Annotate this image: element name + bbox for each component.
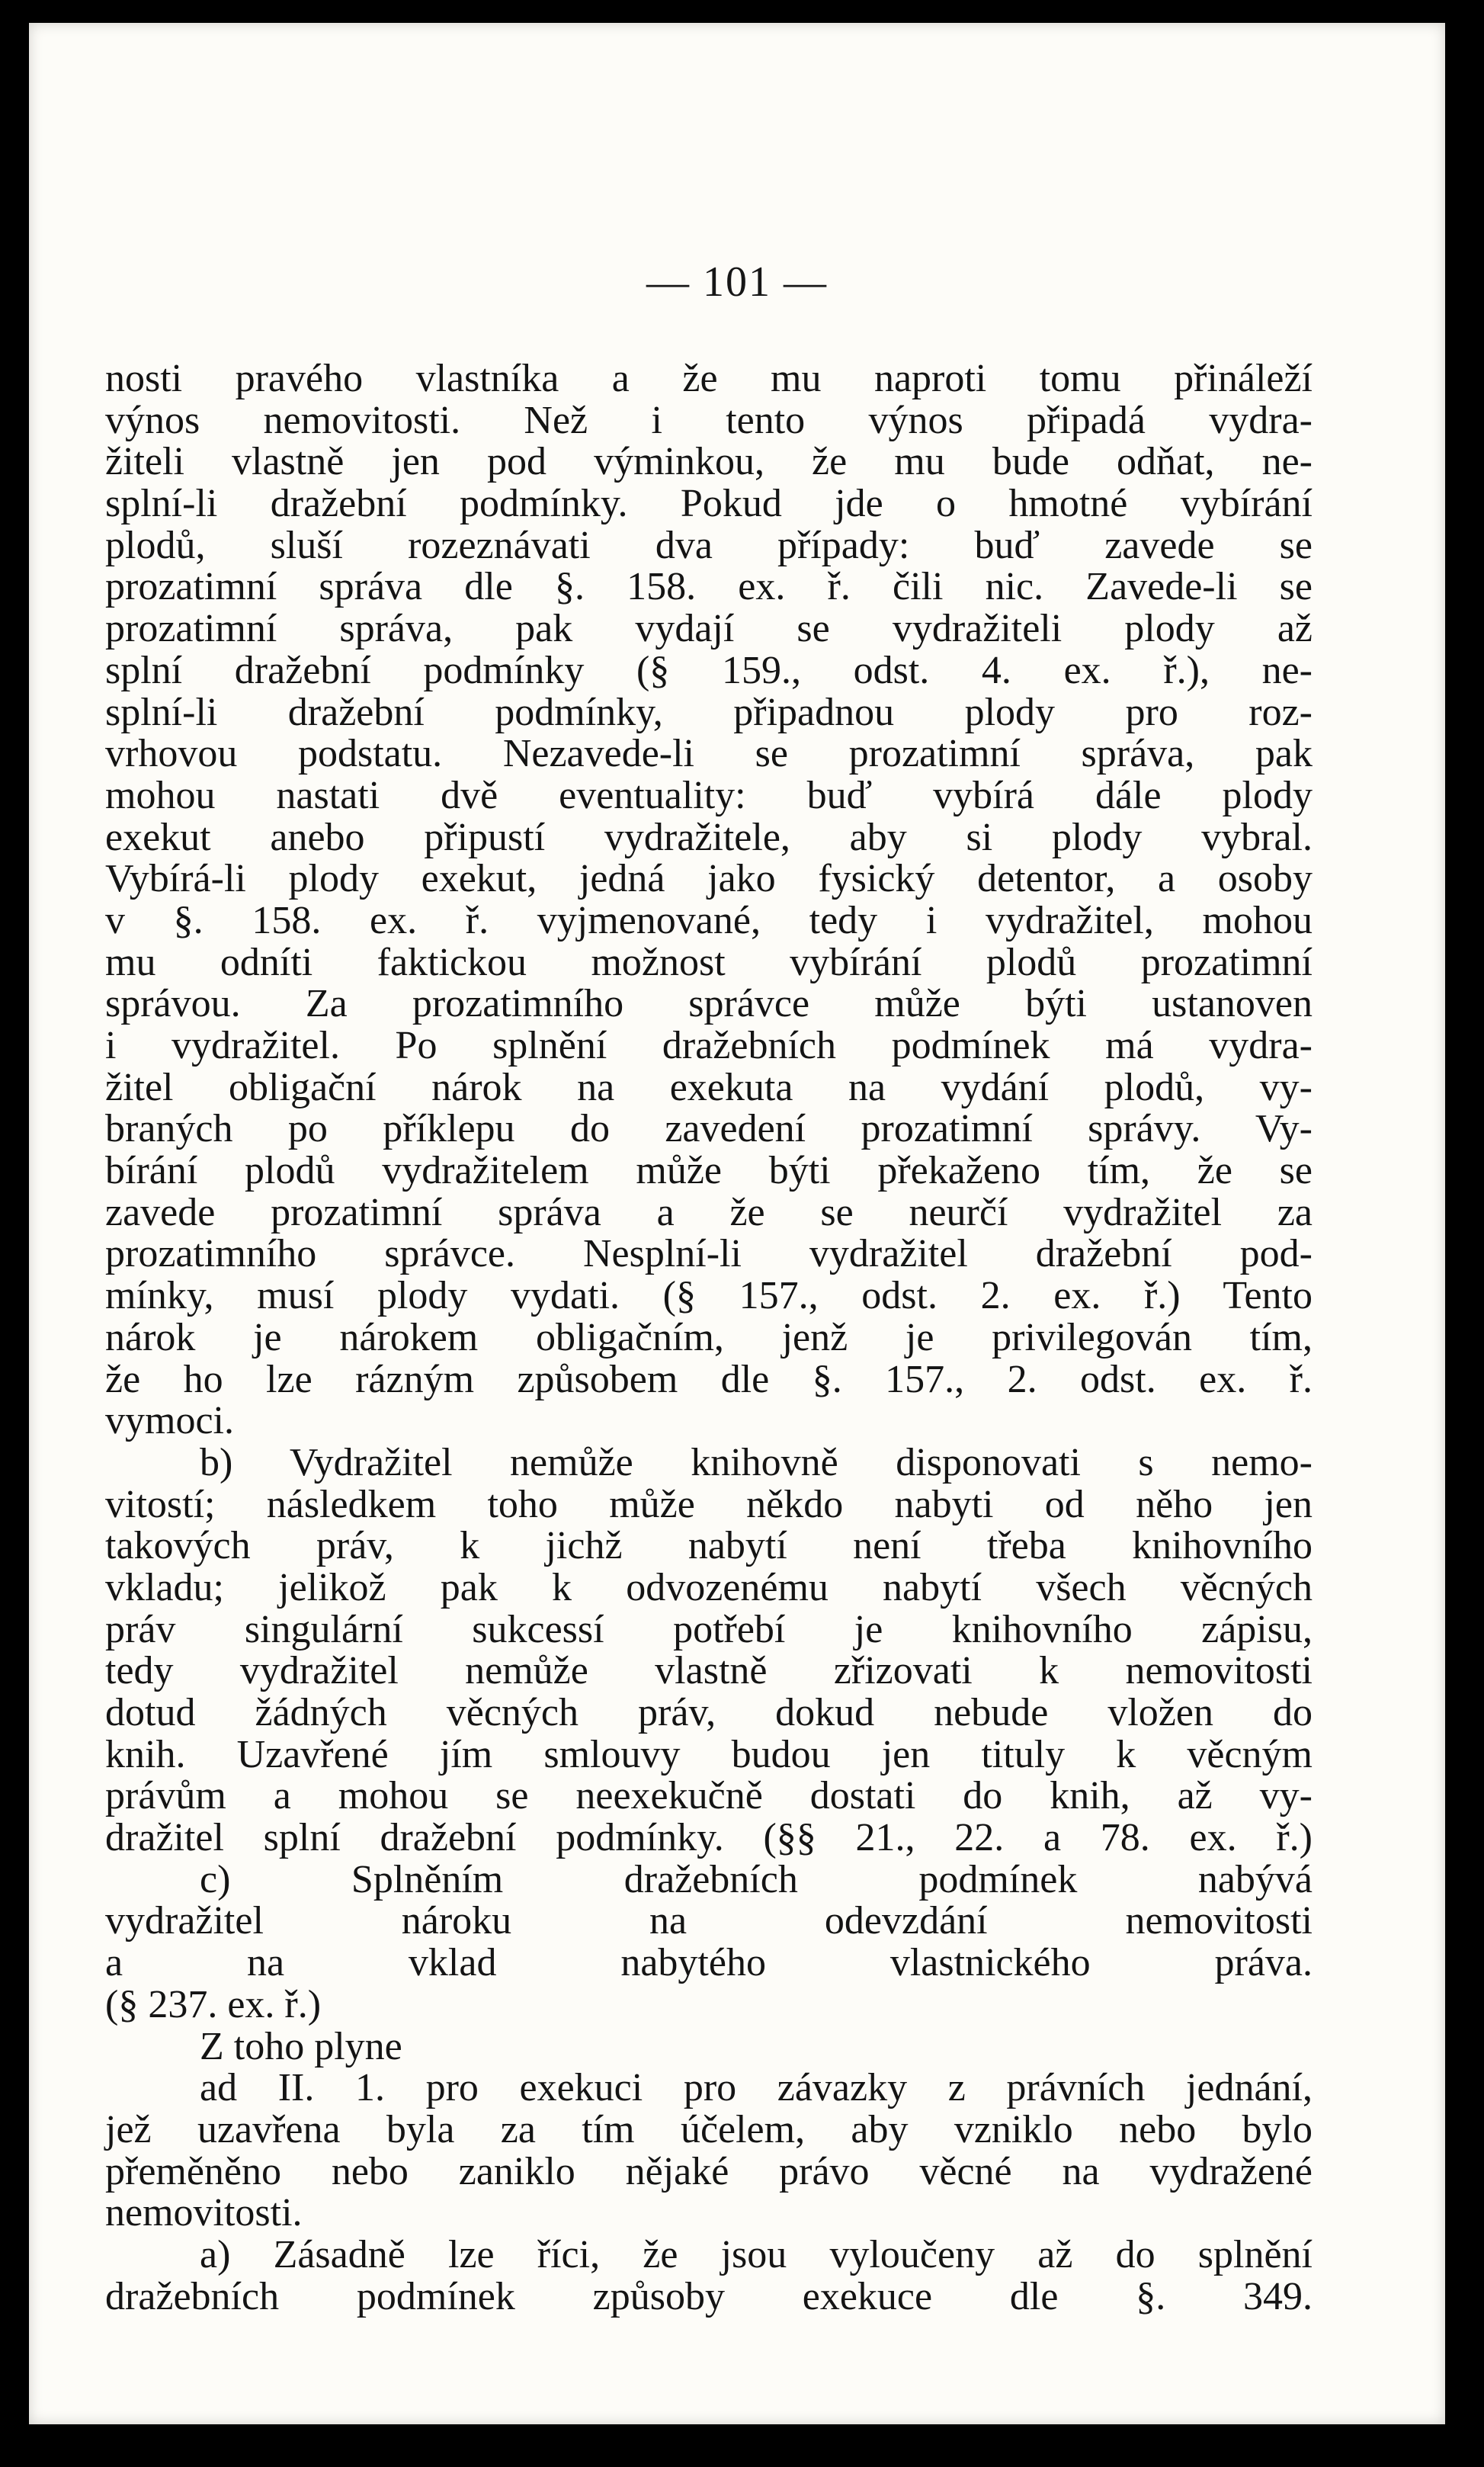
text-line: a) Zásadně lze říci, že jsou vyloučeny až do splnění [200,2232,1313,2276]
text-line: prozatimní správa dle §. 158. ex. ř. čili nic. Zavede-li se [105,565,1313,609]
text-line: ad II. 1. pro exekuci pro závazky z právních jednání, [200,2066,1313,2110]
text-line: zavede prozatimní správa a že se neurčí vydražitel za [105,1190,1313,1234]
text-line: dotud žádných věcných práv, dokud nebude vložen do [105,1691,1313,1734]
text-line: nárok je nárokem obligačním, jenž je privilegován tím, [105,1315,1313,1359]
text-line: dražitel splní dražební podmínky. (§§ 21., 22. a 78. ex. ř.) [105,1816,1313,1860]
text-line: výnos nemovitosti. Než i tento výnos připadá vydra- [105,398,1313,442]
text-line: splní-li dražební podmínky. Pokud jde o hmotné vybírání [105,482,1313,526]
page-number: — 101 — [646,258,828,306]
text-line: mínky, musí plody vydati. (§ 157., odst. 2. ex. ř.) Tento [105,1274,1313,1318]
text-line: (§ 237. ex. ř.) [105,1982,322,2026]
text-line: vymoci. [105,1399,234,1443]
text-line: nosti pravého vlastníka a že mu naproti tomu přináleží [105,357,1313,400]
body-text [105,358,1313,2318]
text-line: c) Splněním dražebních podmínek nabývá [200,1857,1313,1901]
text-line: vkladu; jelikož pak k odvozenému nabytí všech věcných [105,1565,1313,1609]
text-line: jež uzavřena byla za tím účelem, aby vzniklo nebo bylo [105,2107,1313,2151]
text-line: právům a mohou se neexekučně dostati do knih, až vy- [105,1774,1313,1818]
text-line: plodů, sluší rozeznávati dva případy: buď zavede se [105,523,1313,567]
text-line: žiteli vlastně jen pod výminkou, že mu bude odňat, ne- [105,440,1313,484]
text-line: mohou nastati dvě eventuality: buď vybírá dále plody [105,773,1313,817]
text-line: splní-li dražební podmínky, připadnou plody pro roz- [105,690,1313,734]
text-line: takových práv, k jichž nabytí není třeba knihovního [105,1524,1313,1568]
text-line: a na vklad nabytého vlastnického práva. [105,1941,1313,1985]
text-line: i vydražitel. Po splnění dražebních podmínek má vydra- [105,1024,1313,1067]
text-line: knih. Uzavřené jím smlouvy budou jen tituly k věcným [105,1732,1313,1776]
text-line: vrhovou podstatu. Nezavede-li se prozatimní správa, pak [105,732,1313,776]
text-line: žitel obligační nárok na exekuta na vydání plodů, vy- [105,1065,1313,1109]
book-page [29,23,1445,2424]
text-line: dražebních podmínek způsoby exekuce dle §. 349. [105,2274,1313,2318]
text-line: Vybírá-li plody exekut, jedná jako fysický detentor, a osoby [105,857,1313,901]
text-line: Z toho plyne [200,2024,402,2068]
text-line: vydražitel nároku na odevzdání nemovitosti [105,1899,1313,1943]
text-line: prozatimní správa, pak vydají se vydražiteli plody až [105,607,1313,651]
text-line: vitostí; následkem toho může někdo nabyti od něho jen [105,1482,1313,1526]
text-line: tedy vydražitel nemůže vlastně zřizovati k nemovitosti [105,1649,1313,1693]
text-line: braných po příklepu do zavedení prozatimní správy. Vy- [105,1107,1313,1151]
text-line: b) Vydražitel nemůže knihovně disponovati s nemo- [200,1440,1313,1484]
text-line: že ho lze rázným způsobem dle §. 157., 2. odst. ex. ř. [105,1357,1313,1401]
text-line: přeměněno nebo zaniklo nějaké právo věcné na vydražené [105,2149,1313,2193]
text-line: bírání plodů vydražitelem může býti překaženo tím, že se [105,1149,1313,1193]
text-line: splní dražební podmínky (§ 159., odst. 4. ex. ř.), ne- [105,648,1313,692]
text-line: nemovitosti. [105,2191,303,2235]
text-line: v §. 158. ex. ř. vyjmenované, tedy i vydražitel, mohou [105,898,1313,942]
text-line: správou. Za prozatimního správce může býti ustanoven [105,982,1313,1026]
text-line: mu odníti faktickou možnost vybírání plodů prozatimní [105,940,1313,984]
text-line: exekut anebo připustí vydražitele, aby si plody vybral. [105,815,1313,859]
text-line: prozatimního správce. Nesplní-li vydražitel dražební pod- [105,1232,1313,1276]
text-line: práv singulární sukcessí potřebí je knihovního zápisu, [105,1607,1313,1651]
